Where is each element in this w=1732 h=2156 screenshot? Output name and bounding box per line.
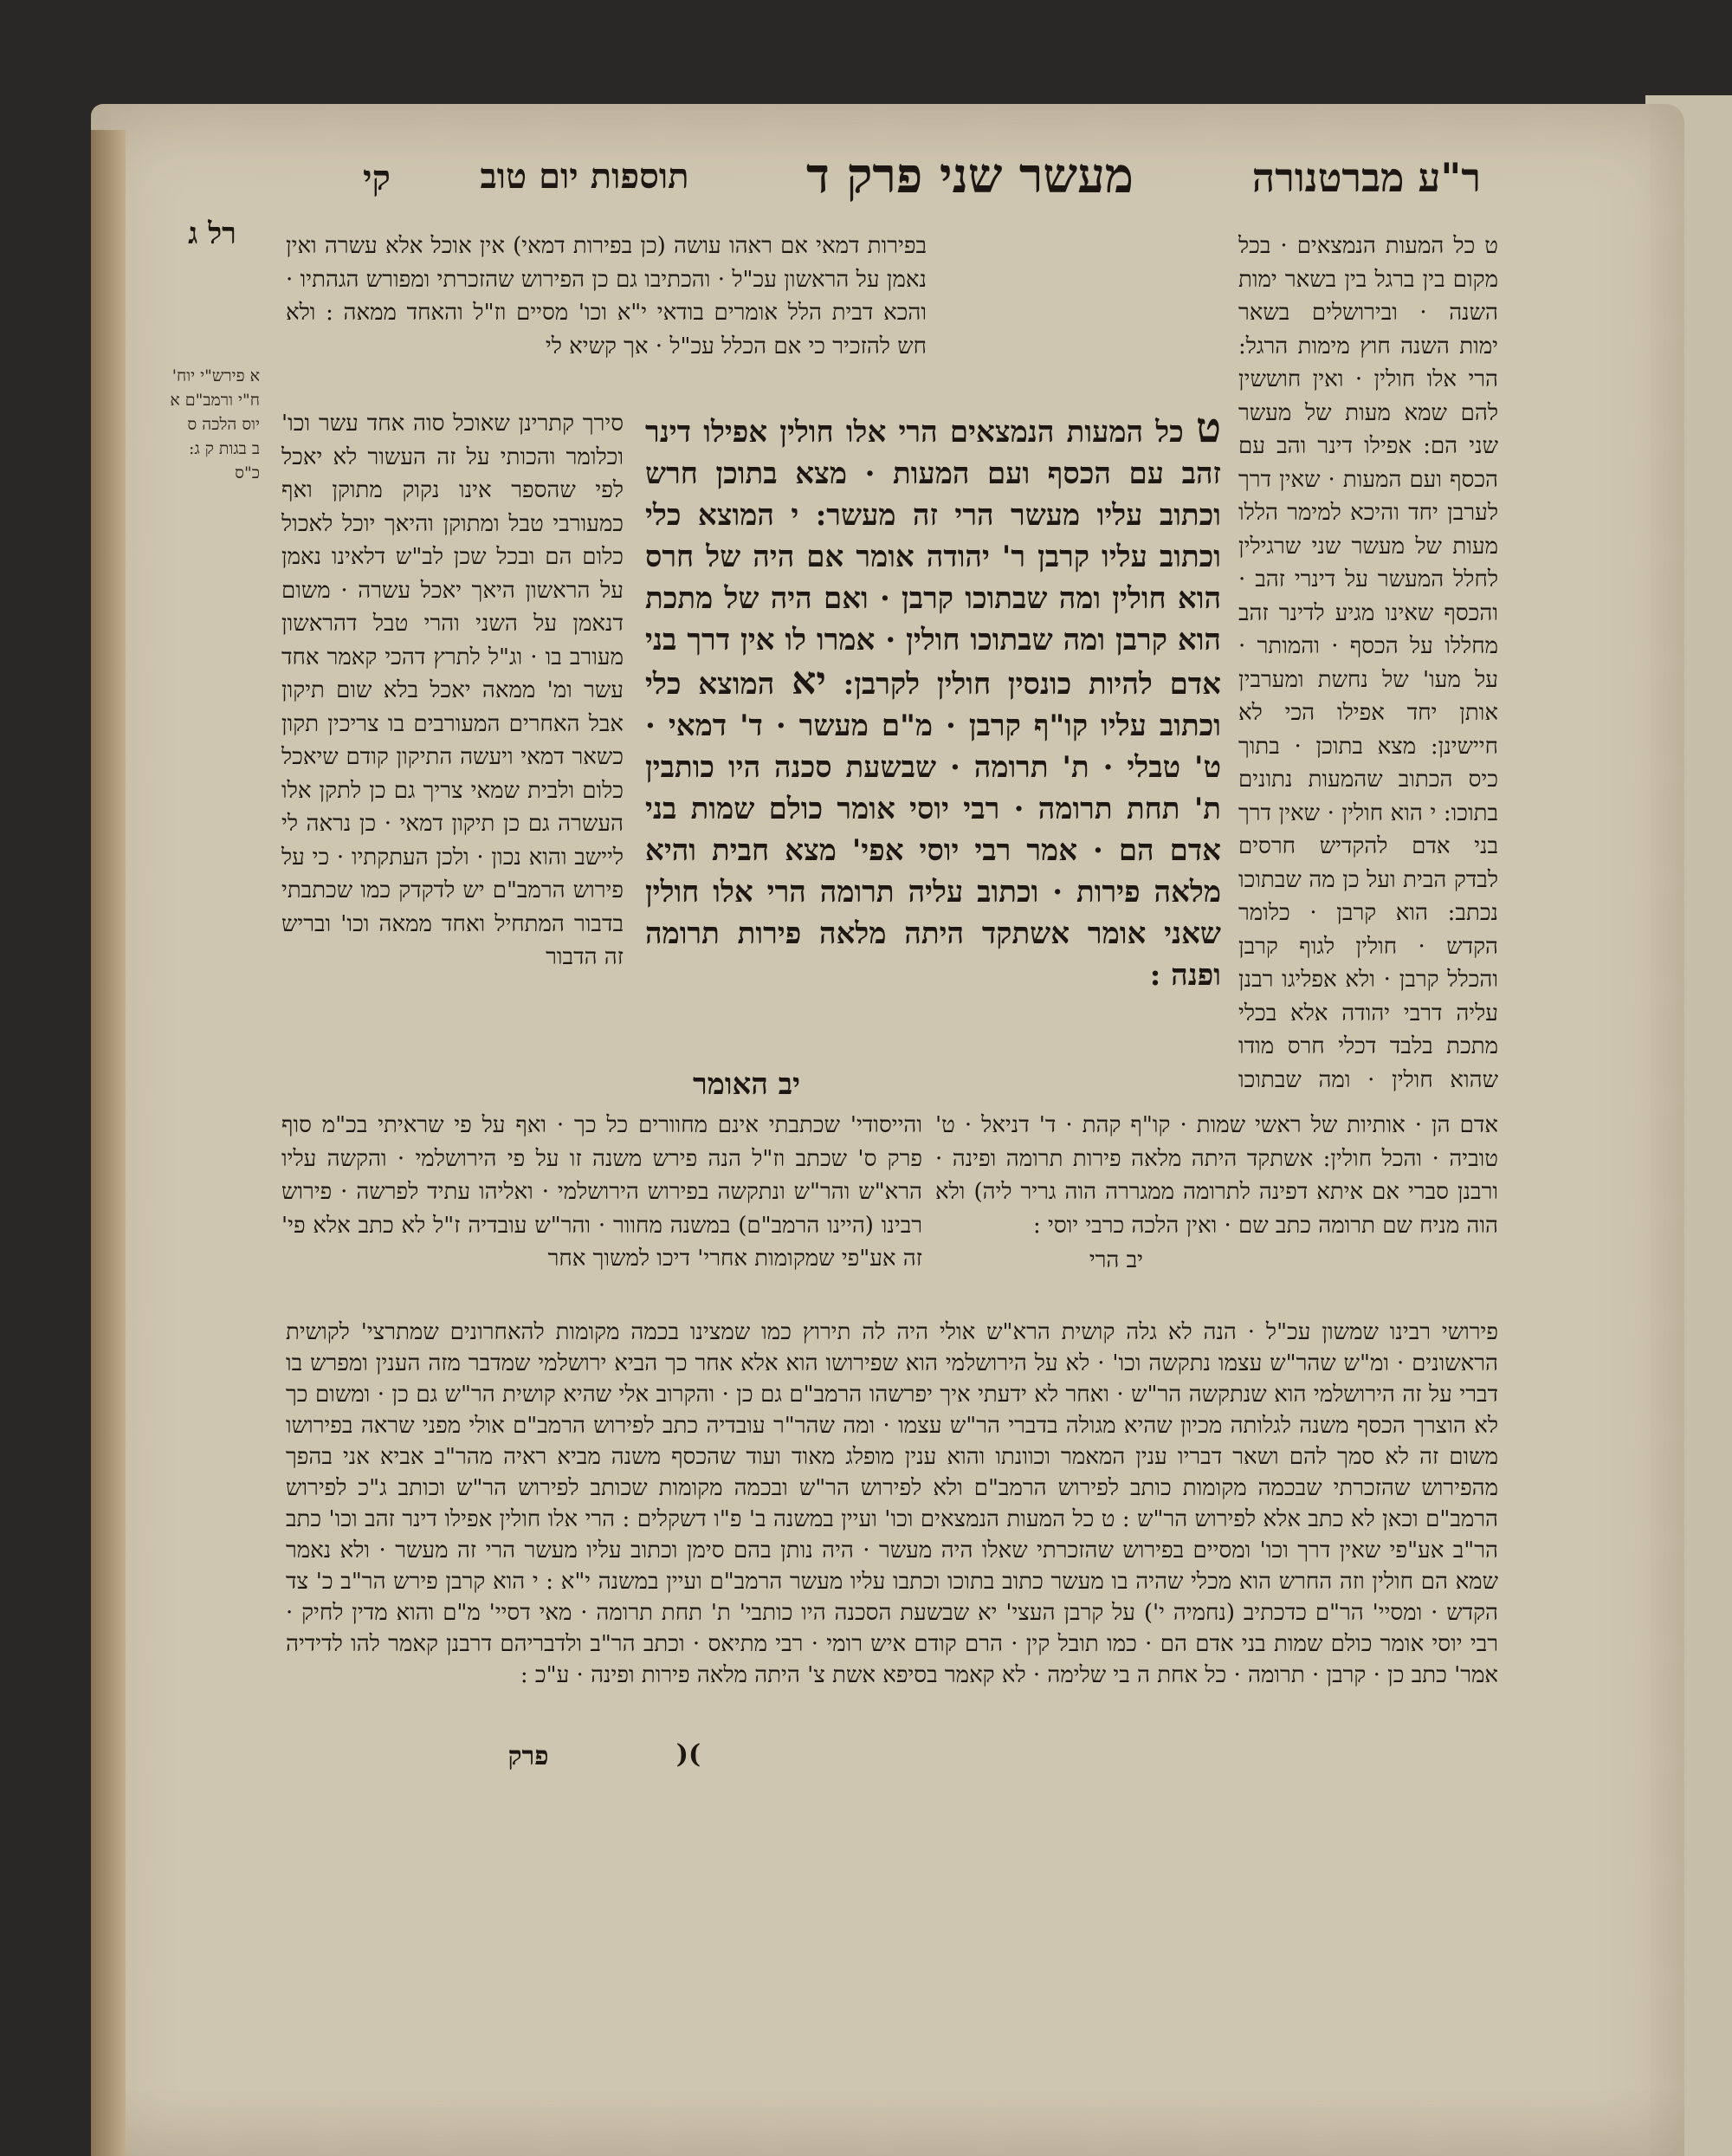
margin-note: ב בגות ק ג: bbox=[189, 439, 260, 458]
header-tosafot: תוספות יום טוב bbox=[480, 156, 689, 197]
tosafot-top: בפירות דמאי אם ראהו עושה (כן בפירות דמאי) אין אוכל אלא עשרה ואין נאמן על הראשון עכ"ל · והכתיבו גם כן הפירוש שהזכרתי ומפורש הגהתיו · והכא דבית הלל אומרים בודאי י"א וכו' מסיים וז"ל והאחד ממאה : ולא חש להזכיר כי אם הכלל עכ"ל · אך קשיא לי bbox=[286, 233, 927, 359]
folio-mark: רל ג bbox=[188, 217, 236, 251]
bartenura-bottom: אדם הן · אותיות של ראשי שמות · קו"ף קהת · ד' דניאל · ט' טוביה · והכל חולין: אשתקד היתה מלאה פירות תרומה ופינה · ורבנן סברי אם איתא דפינה לתרומה ממגררה הוה גריר ליה) ולא הוה מניח שם תרומה כתב שם · ואין הלכה כרבי יוסי : bbox=[935, 1112, 1498, 1239]
margin-notes bbox=[139, 364, 260, 485]
header-commentator: ר"ע מברטנורה bbox=[1251, 154, 1481, 201]
mishna-paragraph bbox=[645, 407, 1221, 996]
margin-note: כ"ס bbox=[235, 463, 260, 482]
mishna-number: יא bbox=[792, 659, 826, 703]
margin-note: ח"י ורמב"ם א bbox=[170, 391, 260, 410]
header-tractate: מעשר שני פרק ד bbox=[806, 147, 1134, 204]
page-separator-glyph: )( bbox=[675, 1739, 701, 1770]
catchword: פרק bbox=[507, 1741, 549, 1771]
mishna-number: ט bbox=[1196, 407, 1221, 452]
footnote-commentary: פירושי רבינו שמשון עכ"ל · הנה לא גלה קושית הרא"ש אולי היה לה תירוץ כמו שמצינו בכמה מקומות להאחרונים שמתרצי' לקושית הראשונים · ומ"ש שהר"ש עצמו נתקשה וכו' · לא על הירושלמי הוא שפירושו הוא אלא אחר כך הביא ירושלמי שמדבר מזה הענין ומפרש בו דברי על זה הירושלמי הוא שנתקשה הר"ש · ואחר לא ידעתי איך יפרשהו הרמב"ם גם כן · והקרוב אלי שהיא קושית הר"ש גם כן · ומשום כך לא הוצרך הכסף משנה לגלותה מכיון שהיא מגולה בדברי הר"ש עצמו · ומה שהר"ר עובדיה כתב לפירוש הרמב"ם אולי מפני שראה בפירושו משום זה לא סמך להם ושאר דבריו ענין המאמר וכוונתו והוא ענין מופלג מאוד ועוד שהכסף משנה מביא ראיה מהר"ב אביא אני בהפך מהפירוש שהזכרתי שבכמה מקומות כותב לפירוש הרמב"ם ולא לפירוש הר"ש ובכמה מקומות שכותב לפירוש הר"ש וכותב ג"כ לפירוש הרמב"ם וכאן לא כתב אלא לפירוש הר"ש : ט כל המעות הנמצאים וכו' ועיין במשנה ב' פ"ו דשקלים : הרי אלו חולין אפילו דינר זהב וכו' כתב הר"ב אע"פי שאין דרך וכו' ומסיים בפירוש שהזכרתי שאלו היה מעשר · היה נותן בהם סימן וכתוב עליו מעשר הרי זה מעשר · ולא נאמר שמא הם חולין וזה החרש הוא מכלי שהיה בו מעשר כתוב בתוכו וכתבו עליו מעשר הרמב"ם ועיין במשנה י"א : י הוא קרבן פירש הר"ב כ' צד הקדש · ומסיי' הר"ם כדכתיב (נחמיה י') על קרבן העצי' יא שבשעת הסכנה היו כותבי' ת' תחת תרומה · מאי דסיי' מ"ם והוא מדין לחיק · רבי יוסי אומר כולם שמות בני אדם הם · כמו תובל קין · הרם קודם איש רומי · רבי מתיאס · וכתב הר"ב ולדבריהם דרבנן קאמר להו לדידיה אמר' כתב כן · קרבן · תרומה · כל אחת ה בי שלימה · לא קאמר בסיפא אשת צ' היתה מלאה פירות ופינה · ע"כ : bbox=[286, 1319, 1498, 1688]
tosafot-bottom: והייסודי' שכתבתי אינם מחוורים כל כך · ואף על פי שראיתי בכ"מ סוף פרק ס' שכתב וז"ל הנה פירש משנה זו על פי הירושלמי · והקשה עליו הרא"ש והר"ש ונתקשה בפירוש הירושלמי · ואליהו עתיד לפרשה · פירוש רבינו (היינו הרמב"ם) במשנה מחוור · והר"ש עובדיה ז"ל לא כתב אלא פי' זה אע"פי שמקומות אחרי' דיכו למשוך אחר bbox=[281, 1112, 922, 1272]
mishna-text: המוצא כלי וכתוב עליו קו"ף קרבן · מ"ם מעשר · ד' דמאי · ט' טבלי · ת' תרומה · שבשעת סכנה היו כותבין ת' תחת תרומה · רבי יוסי אומר כולם שמות בני אדם הם · אמר רבי יוסי אפי' מצא חבית והיא מלאה פירות · וכתוב עליה תרומה הרי אלו חולין שאני אומר אשתקד היתה מלאה פירות תרומה ופנה : bbox=[645, 667, 1221, 993]
margin-note: יוס הלכה ס bbox=[187, 415, 260, 434]
mishna-block bbox=[645, 407, 1221, 1100]
bartenura-bottom-end: יב הרי bbox=[1089, 1247, 1143, 1273]
tosafot-side-column: סירך קתרינן שאוכל סוה אחד עשר וכו' וכלומר והכותי על זה העשור לא יאכל לפי שהספר אינו נקוק מתוקן ואף כמעורבי טבל ומתוקן והיאך יוכל לאכול כלום הם ובכל שכן לב"ש דלאינו נאמן על הראשון היאך יאכל עשרה · משום דנאמן על השני והרי טבל דהראשון מעורב בו · וג"ל לתרץ דהכי קאמר אחד עשר ומ' ממאה יאכל בלא שום תיקון אבל האחרים המעורבים בו צריכין תקון כשאר דמאי ויעשה התיקון קודם שיאכל כלום ולבית שמאי צריך גם כן לתקן אלו העשרה גם כן תיקון דמאי · כן נראה לי ליישב והוא נכון · ולכן העתקתיו · כי על פירוש הרמב"ם יש לדקדק כמו שכתבתי בדבור המתחיל ואחד ממאה וכו' ובריש זה הדבור bbox=[281, 411, 624, 970]
mishna-footer: יב האומר bbox=[693, 1067, 801, 1102]
margin-note: א פירש"י יוח' bbox=[171, 366, 260, 385]
bartenura-commentary: ט כל המעות הנמצאים · בכל מקום בין ברגל בין בשאר ימות השנה · ובירושלים בשאר ימות השנה חוץ מימות הרגל: הרי אלו חולין · ואין חוששין להם שמא מעות של מעשר שני הם: אפילו דינר והב עם הכסף ועם המעות · שאין דרך לערבן יחד והיכא למימר הללו מעות של מעשר שני שרגילין לחלל המעשר על דינרי זהב · והכסף שאינו מגיע לדינר זהב מחללו על הכסף · והמותר · על מעו' של נחשת ומערבין אותן יחד אפילו הכי לא חיישינן: מצא בתוכן · בתוך כיס הכתוב שהמעות נתונים בתוכו: י הוא חולין · שאין דרך בני אדם להקדיש חרסים לבדק הבית ועל כן מה שבתוכו נכתב: הוא קרבן · כלומר הקדש · חולין לגוף קרבן והכלל קרבן · ולא אפליגו רבנן עליה דרבי יהודה אלא בכלי מתכת בלבד דכלי חרס מודו שהוא חולין · ומה שבתוכו bbox=[1238, 233, 1498, 1093]
binding-gutter bbox=[91, 130, 126, 2156]
mishna-text: כל המעות הנמצאים הרי אלו חולין אפילו דינר זהב עם הכסף ועם המעות · מצא בתוכן חרש וכתוב עליו מעשר הרי זה מעשר: י המוצא כלי וכתוב עליו קרבן ר' יהודה אומר אם היה של חרס הוא חולין ומה שבתוכו קרבן · ואם היה של מתכת הוא קרבן ומה שבתוכו חולין · אמרו לו אין דרך בני אדם להיות כונסין חולין לקרבן: bbox=[645, 415, 1221, 702]
header-leaf: קי bbox=[363, 158, 391, 198]
